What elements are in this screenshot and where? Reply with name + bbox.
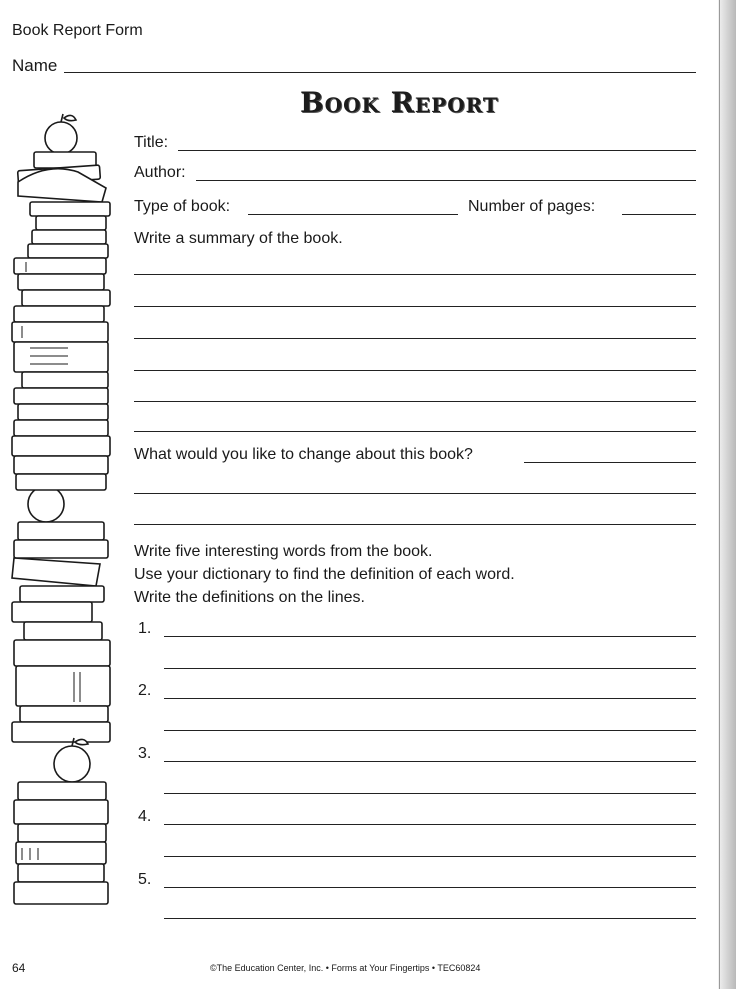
name-label: Name [12, 56, 58, 75]
word-number: 2. [138, 682, 152, 699]
word-number: 4. [138, 808, 152, 825]
word-line[interactable] [164, 761, 696, 762]
definition-line[interactable] [164, 856, 696, 857]
word-line[interactable] [164, 698, 696, 699]
apple-icon [54, 738, 90, 782]
form-label: Book Report Form [12, 22, 143, 39]
word-line[interactable] [164, 887, 696, 888]
definition-line[interactable] [164, 730, 696, 731]
change-line[interactable] [134, 524, 696, 525]
word-number: 1. [138, 620, 152, 637]
definition-line[interactable] [164, 668, 696, 669]
word-number: 5. [138, 871, 152, 888]
summary-line[interactable] [134, 338, 696, 339]
definition-line[interactable] [164, 793, 696, 794]
words-prompt-1: Write five interesting words from the book. [134, 543, 433, 560]
word-line[interactable] [164, 824, 696, 825]
summary-line[interactable] [134, 431, 696, 432]
number-of-pages-line[interactable] [622, 214, 696, 215]
page-binding-edge [718, 0, 736, 989]
book-stack-illustration [8, 112, 120, 907]
type-of-book-label: Type of book: [134, 198, 231, 215]
footer-credit: ©The Education Center, Inc. • Forms at Your Fingertips • TEC60824 [210, 963, 481, 973]
type-of-book-line[interactable] [248, 214, 458, 215]
name-row [12, 56, 696, 78]
author-label: Author: [134, 164, 186, 181]
title-row [134, 134, 696, 158]
change-line[interactable] [524, 462, 696, 463]
name-input-line[interactable] [64, 72, 696, 73]
word-number: 3. [138, 745, 152, 762]
summary-line[interactable] [134, 370, 696, 371]
page-title: Book Report [300, 86, 499, 119]
type-pages-row [134, 198, 696, 222]
words-prompt-2: Use your dictionary to find the definition of each word. [134, 566, 515, 583]
summary-line[interactable] [134, 401, 696, 402]
change-line[interactable] [134, 493, 696, 494]
title-label: Title: [134, 134, 169, 151]
author-row [134, 164, 696, 188]
summary-line[interactable] [134, 306, 696, 307]
words-prompt-3: Write the definitions on the lines. [134, 589, 365, 606]
page-binding-line [719, 0, 720, 989]
number-of-pages-label: Number of pages: [468, 198, 596, 215]
summary-line[interactable] [134, 274, 696, 275]
page-number: 64 [12, 961, 26, 975]
apple-icon [45, 114, 77, 154]
definition-line[interactable] [164, 918, 696, 919]
word-line[interactable] [164, 636, 696, 637]
author-line[interactable] [196, 180, 696, 181]
summary-prompt: Write a summary of the book. [134, 230, 343, 247]
title-line[interactable] [178, 150, 696, 151]
change-prompt: What would you like to change about this book? [134, 446, 473, 463]
